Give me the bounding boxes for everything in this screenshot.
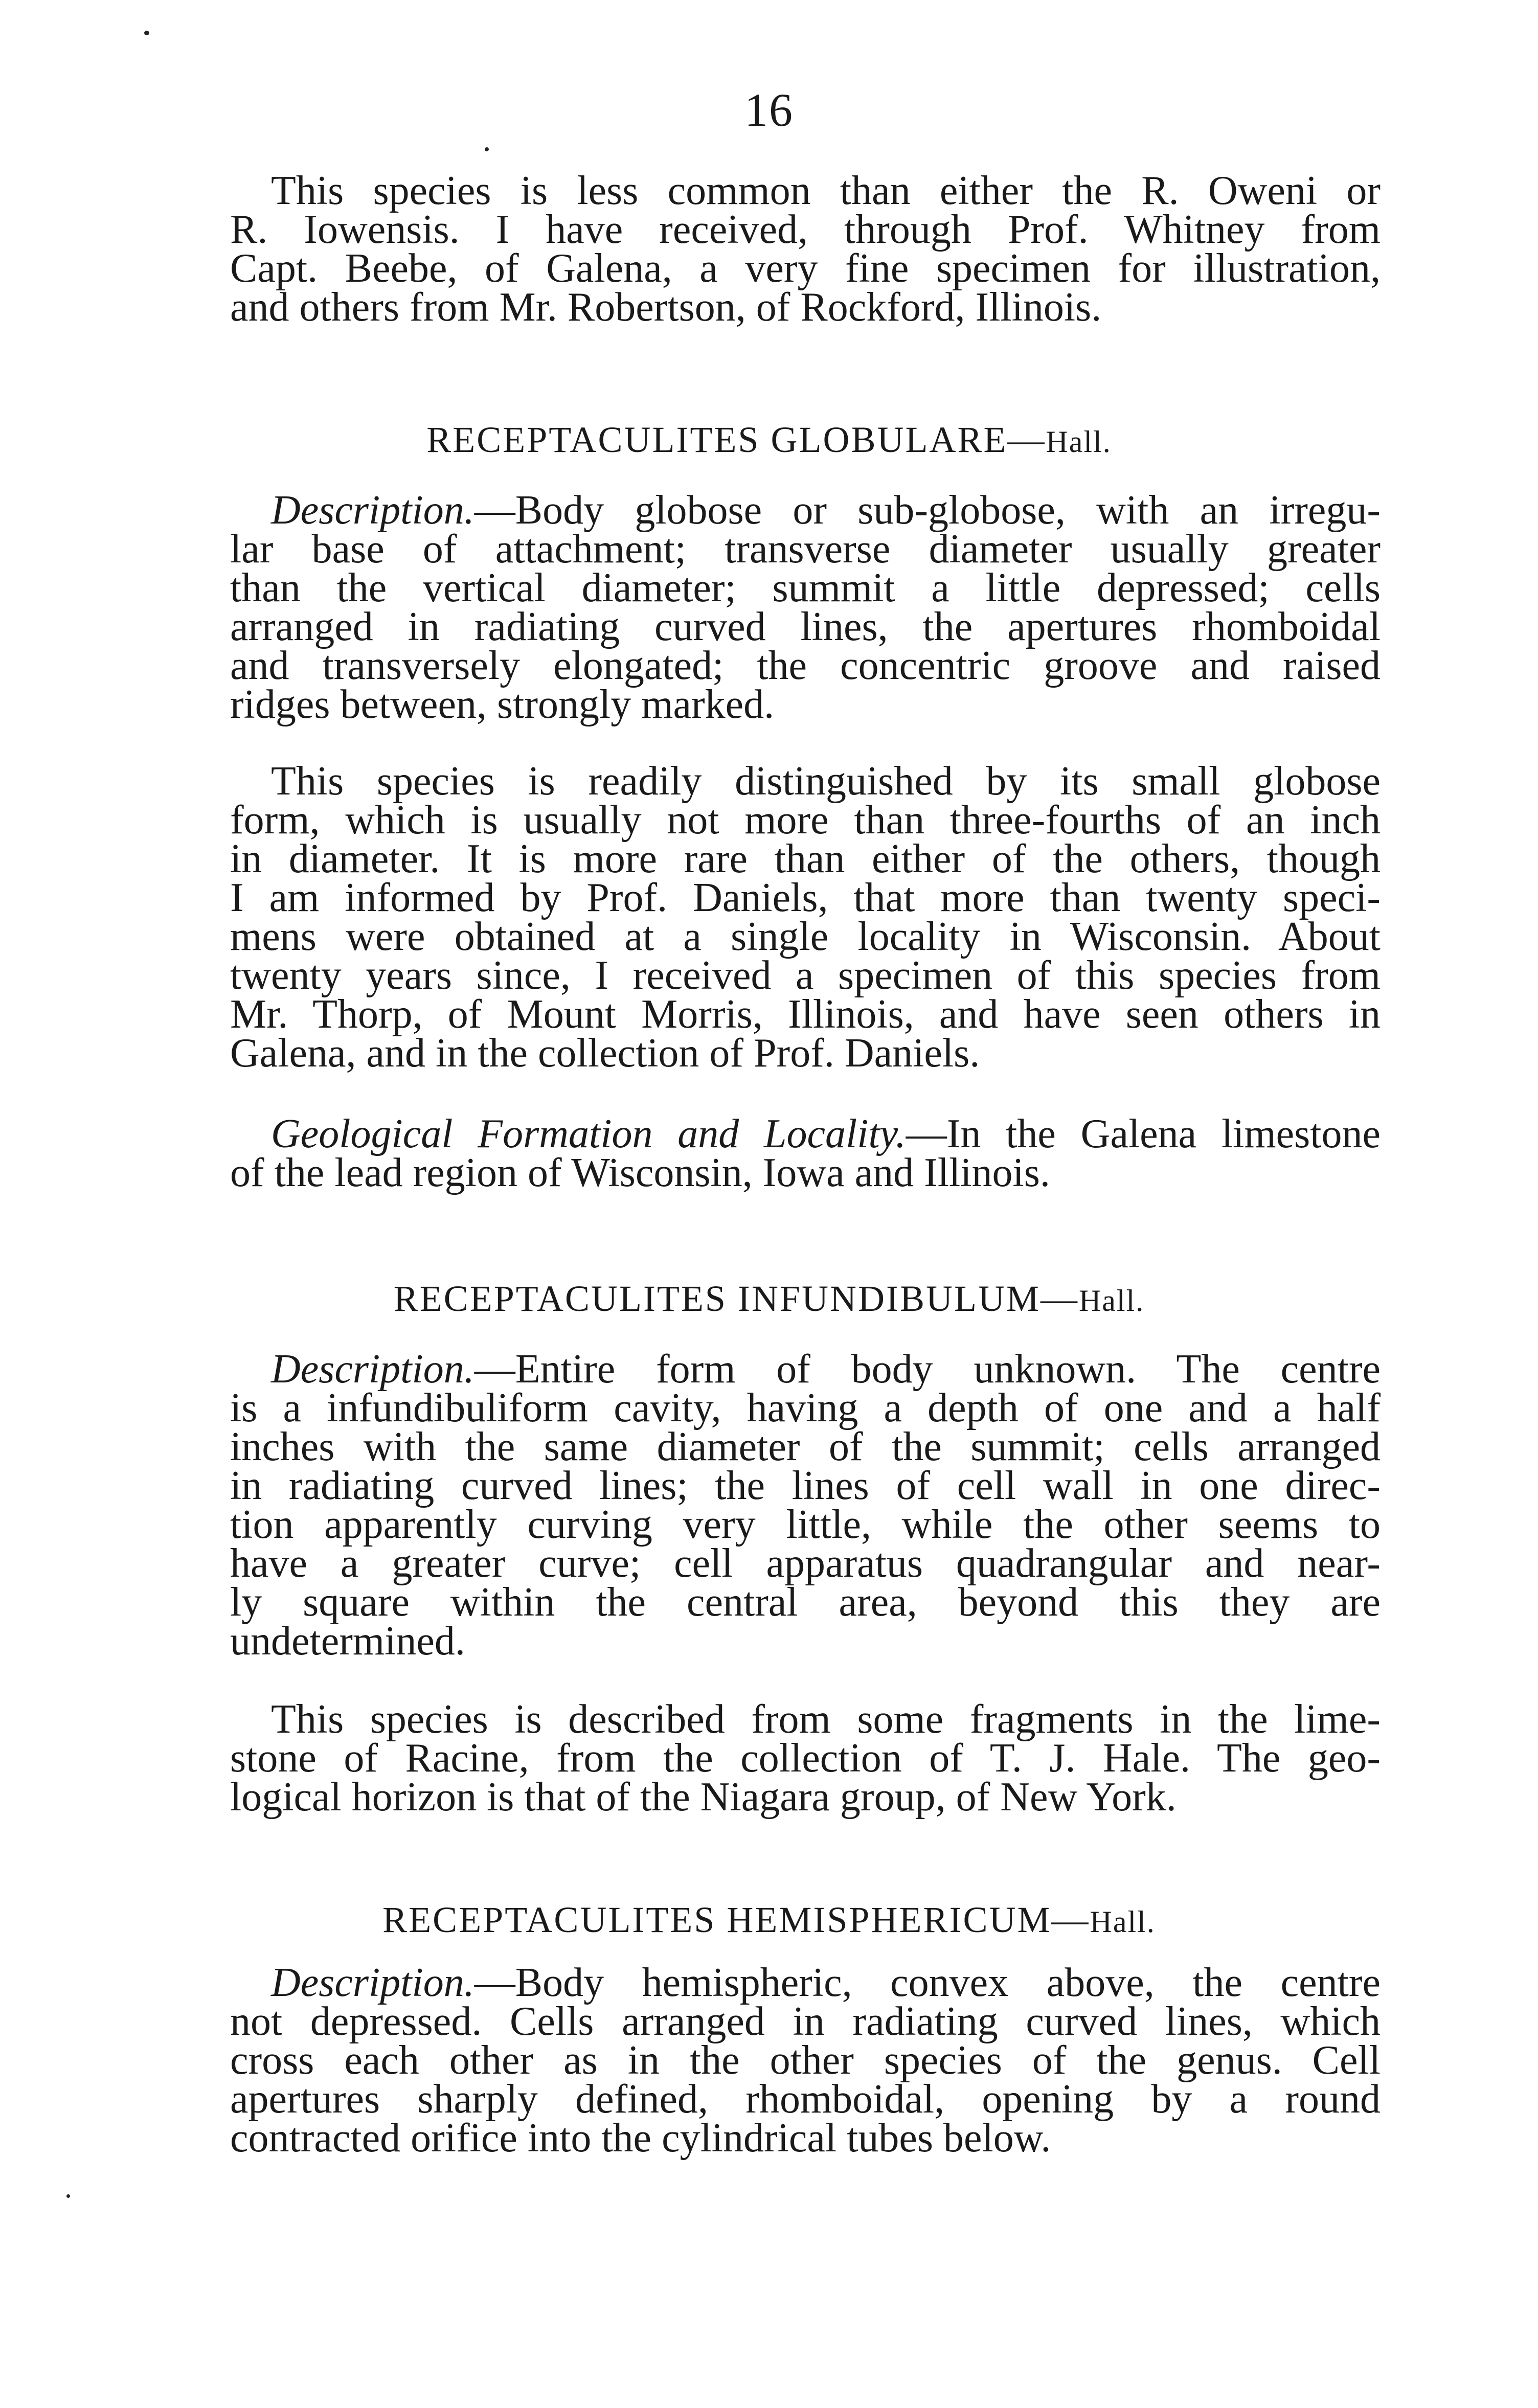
text-line: is a infundibuliform cavity, having a depth of one and a half — [230, 1385, 1381, 1430]
section-heading-hemisphericum — [0, 1897, 1538, 1945]
text-line: ly square within the central area, beyond this they are — [230, 1580, 1381, 1625]
text-line: Description.—Body hemispheric, convex above, the centre — [271, 1960, 1381, 2005]
text-line: Mr. Thorp, of Mount Morris, Illinois, and have seen others in — [230, 992, 1381, 1037]
heading-text: RECEPTACULITES GLOBULARE— — [426, 419, 1046, 460]
text-line: of the lead region of Wisconsin, Iowa and Illinois. — [230, 1150, 1050, 1195]
text-line: Description.—Body globose or sub-globose, with an irregu- — [271, 488, 1381, 533]
text-line: twenty years since, I received a specimen of this species from — [230, 953, 1381, 998]
formation-label: Geological Formation and Locality. — [271, 1111, 906, 1156]
text-line: Geological Formation and Locality.—In the Galena limestone — [271, 1111, 1381, 1156]
text-line: tion apparently curving very little, while the other seems to — [230, 1502, 1381, 1547]
page-number: 16 — [744, 84, 794, 136]
heading-text: RECEPTACULITES INFUNDIBULUM— — [393, 1278, 1079, 1319]
heading-author: Hall. — [1090, 1905, 1156, 1939]
intro-paragraph — [230, 168, 1381, 330]
heading-text: RECEPTACULITES HEMISPHERICUM— — [382, 1899, 1090, 1940]
text-line: inches with the same diameter of the summit; cells arranged — [230, 1424, 1381, 1469]
section-heading-infundibulum — [0, 1276, 1538, 1324]
scan-speck — [144, 31, 149, 35]
text-line: form, which is usually not more than three-fourths of an inch — [230, 798, 1381, 843]
description-label: Description. — [271, 1347, 474, 1392]
hemisphericum-description — [230, 1960, 1381, 2161]
text-line: stone of Racine, from the collection of T. J. Hale. The geo- — [230, 1736, 1381, 1781]
text-line: cross each other as in the other species of the genus. Cell — [230, 2038, 1381, 2083]
text-line: arranged in radiating curved lines, the apertures rhomboidal — [230, 604, 1381, 649]
text-line: This species is readily distinguished by its small globose — [271, 759, 1381, 804]
text-line: Capt. Beebe, of Galena, a very fine specimen for illustration, — [230, 246, 1381, 291]
text-line: in diameter. It is more rare than either of the others, though — [230, 836, 1381, 881]
text-line: I am informed by Prof. Daniels, that more than twenty speci- — [230, 875, 1381, 920]
heading-author: Hall. — [1078, 1284, 1145, 1317]
text-line: in radiating curved lines; the lines of cell wall in one direc- — [230, 1463, 1381, 1508]
text-line: apertures sharply defined, rhomboidal, opening by a round — [230, 2077, 1381, 2122]
text-line: lar base of attachment; transverse diameter usually greater — [230, 527, 1381, 572]
text-line: Description.—Entire form of body unknown. The centre — [271, 1347, 1381, 1392]
scan-speck — [66, 2194, 70, 2198]
text-line: undetermined. — [230, 1619, 465, 1664]
text-line: Galena, and in the collection of Prof. Daniels. — [230, 1031, 980, 1076]
text-line: not depressed. Cells arranged in radiating curved lines, which — [230, 1999, 1381, 2044]
infundibulum-description — [230, 1347, 1381, 1664]
heading-author: Hall. — [1046, 425, 1112, 459]
text-line: and transversely elongated; the concentric groove and raised — [230, 643, 1381, 688]
globulare-formation — [230, 1111, 1381, 1195]
text-line: and others from Mr. Robertson, of Rockford, Illinois. — [230, 285, 1102, 330]
text-line: R. Iowensis. I have received, through Prof. Whitney from — [230, 207, 1381, 252]
infundibulum-remarks — [230, 1697, 1381, 1820]
text-line: ridges between, strongly marked. — [230, 682, 775, 727]
globulare-remarks — [230, 759, 1381, 1076]
description-label: Description. — [271, 1960, 474, 2005]
text-line: than the vertical diameter; summit a little depressed; cells — [230, 565, 1381, 610]
section-heading-globulare — [0, 417, 1538, 465]
globulare-description — [230, 488, 1381, 727]
text-line: have a greater curve; cell apparatus quadrangular and near- — [230, 1541, 1381, 1586]
text-line: This species is less common than either the R. Oweni or — [271, 168, 1381, 213]
text-line: mens were obtained at a single locality in Wisconsin. About — [230, 914, 1381, 959]
description-label: Description. — [271, 488, 474, 533]
scan-speck — [485, 147, 489, 151]
text-line: contracted orifice into the cylindrical tubes below. — [230, 2116, 1051, 2161]
text-line: This species is described from some fragments in the lime- — [271, 1697, 1381, 1742]
text-line: logical horizon is that of the Niagara group, of New York. — [230, 1775, 1177, 1820]
